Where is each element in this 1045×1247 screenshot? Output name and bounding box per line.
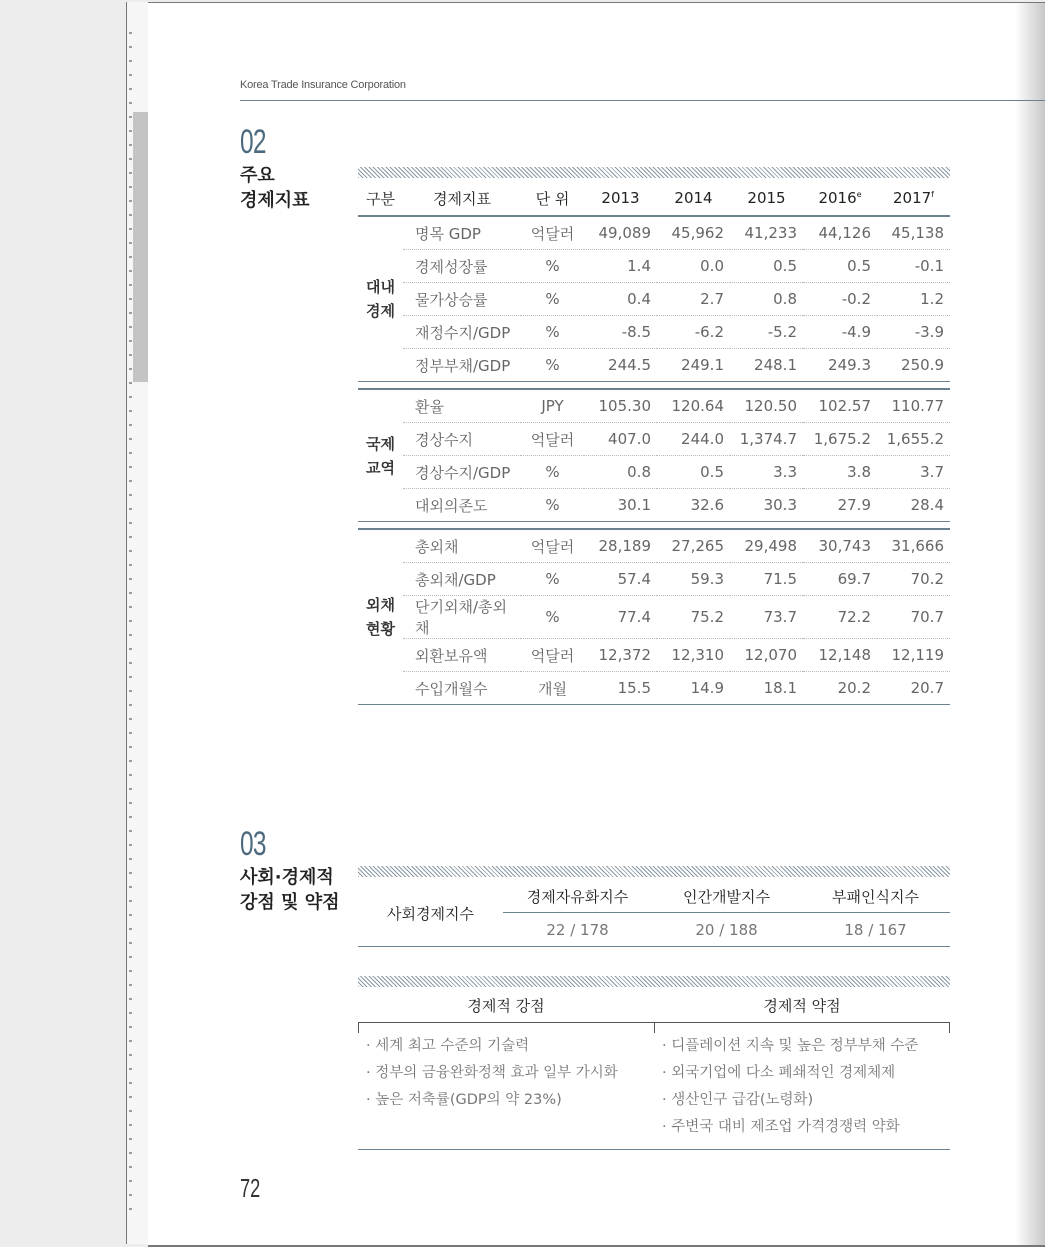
value-cell: -5.2 — [730, 316, 803, 349]
table-row — [358, 349, 950, 382]
value-cell: 31,666 — [877, 529, 950, 563]
weakness-item: · 주변국 대비 제조업 가격경쟁력 약화 — [662, 1119, 900, 1135]
value-cell: -4.9 — [803, 316, 877, 349]
value-cell: 49,089 — [584, 216, 657, 250]
unit-cell: % — [521, 316, 584, 349]
unit-cell: 억달러 — [521, 216, 584, 250]
table-hatch-bar — [358, 167, 950, 178]
weakness-item: · 생산인구 급감(노령화) — [662, 1092, 814, 1108]
value-cell: -8.5 — [584, 316, 657, 349]
section-03-number: 03 — [240, 825, 266, 863]
value-cell: 59.3 — [657, 563, 730, 596]
unit-cell: 개월 — [521, 672, 584, 705]
category-cell: 대내 경제 — [358, 216, 403, 382]
group-spacer — [358, 522, 950, 530]
value-cell: 45,138 — [877, 216, 950, 250]
strength-item: · 높은 저축률(GDP의 약 23%) — [366, 1092, 562, 1108]
value-cell: 15.5 — [584, 672, 657, 705]
strengths-list — [358, 1023, 654, 1141]
value-cell: -3.9 — [877, 316, 950, 349]
unit-cell: % — [521, 250, 584, 283]
index-col-corruption-perception: 부패인식지수 — [801, 880, 950, 913]
unit-cell: 억달러 — [521, 423, 584, 456]
value-cell: 69.7 — [803, 563, 877, 596]
value-cell: 32.6 — [657, 489, 730, 522]
indicator-cell: 환율 — [403, 389, 521, 423]
table-row — [358, 672, 950, 705]
value-cell: 30,743 — [803, 529, 877, 563]
weakness-item: · 디플레이션 지속 및 높은 정부부채 수준 — [662, 1038, 919, 1054]
strength-item: · 정부의 금융완화정책 효과 일부 가시화 — [366, 1065, 618, 1081]
indicator-cell: 총외채 — [403, 529, 521, 563]
indicator-cell: 경상수지 — [403, 423, 521, 456]
table-row — [358, 316, 950, 349]
unit-cell: % — [521, 456, 584, 489]
value-cell: 1,675.2 — [803, 423, 877, 456]
index-row-header: 사회경제지수 — [358, 880, 503, 947]
value-cell: 71.5 — [730, 563, 803, 596]
indicator-cell: 명목 GDP — [403, 216, 521, 250]
value-cell: 30.3 — [730, 489, 803, 522]
index-value-corruption-perception: 18 / 167 — [801, 913, 950, 947]
value-cell: 41,233 — [730, 216, 803, 250]
value-cell: 73.7 — [730, 596, 803, 639]
value-cell: -0.2 — [803, 283, 877, 316]
index-col-economic-freedom: 경제자유화지수 — [503, 880, 652, 913]
value-cell: 120.64 — [657, 389, 730, 423]
value-cell: 3.8 — [803, 456, 877, 489]
indicator-cell: 단기외채/총외채 — [403, 596, 521, 639]
value-cell: 1.4 — [584, 250, 657, 283]
category-cell: 외채 현황 — [358, 529, 403, 705]
indicator-cell: 외환보유액 — [403, 639, 521, 672]
indicator-cell: 정부부채/GDP — [403, 349, 521, 382]
indicator-cell: 총외채/GDP — [403, 563, 521, 596]
social-economic-index-table — [358, 880, 950, 947]
column-header: 경제지표 — [403, 181, 521, 216]
table-row — [358, 456, 950, 489]
index-value-economic-freedom: 22 / 178 — [503, 913, 652, 947]
table-row — [358, 489, 950, 522]
value-cell: 248.1 — [730, 349, 803, 382]
column-header: 구분 — [358, 181, 403, 216]
table-row — [358, 389, 950, 423]
value-cell: 249.1 — [657, 349, 730, 382]
value-cell: 0.5 — [803, 250, 877, 283]
value-cell: 18.1 — [730, 672, 803, 705]
document-page — [148, 2, 1045, 1247]
value-cell: 3.3 — [730, 456, 803, 489]
header-superscript: f — [931, 190, 934, 199]
value-cell: 20.2 — [803, 672, 877, 705]
page-curl-shadow — [1015, 3, 1045, 1245]
unit-cell: JPY — [521, 389, 584, 423]
column-header: 2016e — [803, 181, 877, 216]
value-cell: 0.8 — [584, 456, 657, 489]
strength-item: · 세계 최고 수준의 기술력 — [366, 1038, 530, 1054]
value-cell: 28.4 — [877, 489, 950, 522]
table-row — [358, 639, 950, 672]
running-head: Korea Trade Insurance Corporation — [240, 79, 406, 91]
table-row — [358, 216, 950, 250]
value-cell: 250.9 — [877, 349, 950, 382]
unit-cell: % — [521, 489, 584, 522]
value-cell: 20.7 — [877, 672, 950, 705]
value-cell: 105.30 — [584, 389, 657, 423]
group-spacer — [358, 382, 950, 390]
weaknesses-list — [654, 1023, 950, 1141]
index-col-human-development: 인간개발지수 — [652, 880, 801, 913]
indicator-cell: 물가상승률 — [403, 283, 521, 316]
value-cell: 244.0 — [657, 423, 730, 456]
value-cell: 1,374.7 — [730, 423, 803, 456]
value-cell: 70.7 — [877, 596, 950, 639]
value-cell: 12,372 — [584, 639, 657, 672]
value-cell: 249.3 — [803, 349, 877, 382]
value-cell: 12,070 — [730, 639, 803, 672]
section-03-title: 사회·경제적 강점 및 약점 — [240, 867, 340, 913]
table-row — [358, 529, 950, 563]
value-cell: 12,310 — [657, 639, 730, 672]
value-cell: 14.9 — [657, 672, 730, 705]
unit-cell: 억달러 — [521, 529, 584, 563]
value-cell: 12,148 — [803, 639, 877, 672]
value-cell: 407.0 — [584, 423, 657, 456]
value-cell: 27,265 — [657, 529, 730, 563]
column-header: 2013 — [584, 181, 657, 216]
table-row — [358, 423, 950, 456]
value-cell: 0.8 — [730, 283, 803, 316]
value-cell: 28,189 — [584, 529, 657, 563]
strengths-hatch-bar — [358, 976, 950, 987]
unit-cell: % — [521, 283, 584, 316]
value-cell: -6.2 — [657, 316, 730, 349]
value-cell: 72.2 — [803, 596, 877, 639]
value-cell: 75.2 — [657, 596, 730, 639]
unit-cell: 억달러 — [521, 639, 584, 672]
value-cell: 0.5 — [657, 456, 730, 489]
value-cell: 2.7 — [657, 283, 730, 316]
value-cell: 30.1 — [584, 489, 657, 522]
spine-shade — [133, 112, 149, 382]
weakness-item: · 외국기업에 다소 폐쇄적인 경제체제 — [662, 1065, 896, 1081]
section-02-title: 주요 경제지표 — [240, 165, 310, 211]
indicator-cell: 수입개월수 — [403, 672, 521, 705]
value-cell: 1.2 — [877, 283, 950, 316]
table-row — [358, 563, 950, 596]
unit-cell: % — [521, 596, 584, 639]
value-cell: 57.4 — [584, 563, 657, 596]
value-cell: 29,498 — [730, 529, 803, 563]
value-cell: 0.4 — [584, 283, 657, 316]
value-cell: 44,126 — [803, 216, 877, 250]
page-number: 72 — [240, 1173, 261, 1203]
column-header: 2015 — [730, 181, 803, 216]
indicator-cell: 대외의존도 — [403, 489, 521, 522]
header-rule — [240, 100, 1045, 101]
value-cell: 45,962 — [657, 216, 730, 250]
spine-binding — [129, 32, 132, 1222]
value-cell: 3.7 — [877, 456, 950, 489]
section-02-number: 02 — [240, 123, 266, 161]
value-cell: -0.1 — [877, 250, 950, 283]
index-hatch-bar — [358, 866, 950, 877]
book-spine — [126, 2, 150, 1244]
value-cell: 70.2 — [877, 563, 950, 596]
value-cell: 77.4 — [584, 596, 657, 639]
column-header: 단 위 — [521, 181, 584, 216]
value-cell: 244.5 — [584, 349, 657, 382]
value-cell: 0.0 — [657, 250, 730, 283]
strengths-title: 경제적 강점 — [467, 997, 545, 1015]
column-header: 2014 — [657, 181, 730, 216]
indicator-cell: 경상수지/GDP — [403, 456, 521, 489]
category-cell: 국제 교역 — [358, 389, 403, 522]
indicator-cell: 재정수지/GDP — [403, 316, 521, 349]
header-superscript: e — [856, 190, 862, 199]
value-cell: 110.77 — [877, 389, 950, 423]
strengths-weaknesses-box — [358, 991, 950, 1150]
value-cell: 12,119 — [877, 639, 950, 672]
economic-indicators-table — [358, 181, 950, 705]
table-row — [358, 283, 950, 316]
value-cell: 120.50 — [730, 389, 803, 423]
index-value-human-development: 20 / 188 — [652, 913, 801, 947]
unit-cell: % — [521, 563, 584, 596]
unit-cell: % — [521, 349, 584, 382]
weaknesses-title: 경제적 약점 — [763, 997, 841, 1015]
value-cell: 102.57 — [803, 389, 877, 423]
value-cell: 27.9 — [803, 489, 877, 522]
value-cell: 0.5 — [730, 250, 803, 283]
value-cell: 1,655.2 — [877, 423, 950, 456]
table-row — [358, 596, 950, 639]
column-header: 2017$^f$ — [877, 181, 950, 216]
table-row — [358, 250, 950, 283]
indicator-cell: 경제성장률 — [403, 250, 521, 283]
